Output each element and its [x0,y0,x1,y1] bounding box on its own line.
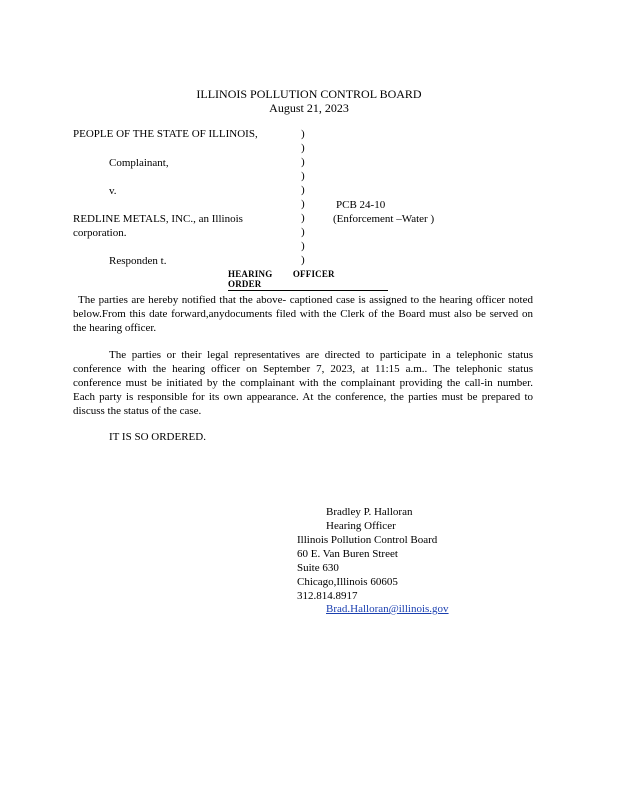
caption-paren: ) [301,254,305,266]
order-heading: HEARING OFFICER ORDER [228,269,388,291]
respondent-role: Responden t. [109,255,167,267]
signer-suite: Suite 630 [297,562,339,574]
body-paragraph-2: The parties or their legal representatives are directed to participate in a telephonic status conference with the hearing officer on September 7, 2023, at 11:15 a.m.. The telephonic status conference must be initiated by the complainant with the complainant providing the call-in number. Each party is responsible for its own appearance. At the conference, the parties must be prepared to discuss the status of the case. [73,349,533,417]
caption-paren: ) [301,170,305,182]
order-date: August 21, 2023 [269,101,349,115]
signer-name: Bradley P. Halloran [326,506,413,518]
closing-statement: IT IS SO ORDERED. [109,431,206,443]
body-paragraph-1: The parties are hereby notified that the above- captioned case is assigned to the hearing officer noted below.From this date forward,anydocuments filed with the Clerk of the Board must also be served on the hearing officer. [73,294,533,334]
signer-title: Hearing Officer [326,520,396,532]
respondent-name-cont: corporation. [73,227,127,239]
versus-label: v. [109,185,117,197]
caption-paren: ) [301,156,305,168]
case-number: PCB 24-10 [336,199,386,211]
agency-title: ILLINOIS POLLUTION CONTROL BOARD [196,87,422,101]
caption-paren: ) [301,240,305,252]
caption-paren: ) [301,184,305,196]
complainant-role: Complainant, [109,157,169,169]
signer-agency: Illinois Pollution Control Board [297,534,438,546]
signer-phone: 312.814.8917 [297,590,358,602]
caption-paren: ) [301,212,305,224]
signer-email[interactable]: Brad.Halloran@illinois.gov [326,603,449,615]
signer-email-link[interactable] [326,602,461,617]
respondent-name: REDLINE METALS, INC., an Illinois [73,213,243,225]
caption-paren: ) [301,198,305,210]
case-type: (Enforcement –Water ) [333,213,435,225]
signer-street: 60 E. Van Buren Street [297,548,398,560]
signer-city: Chicago,Illinois 60605 [297,576,398,588]
complainant-name: PEOPLE OF THE STATE OF ILLINOIS, [73,128,258,140]
caption-paren: ) [301,226,305,238]
caption-paren: ) [301,128,305,140]
caption-paren: ) [301,142,305,154]
